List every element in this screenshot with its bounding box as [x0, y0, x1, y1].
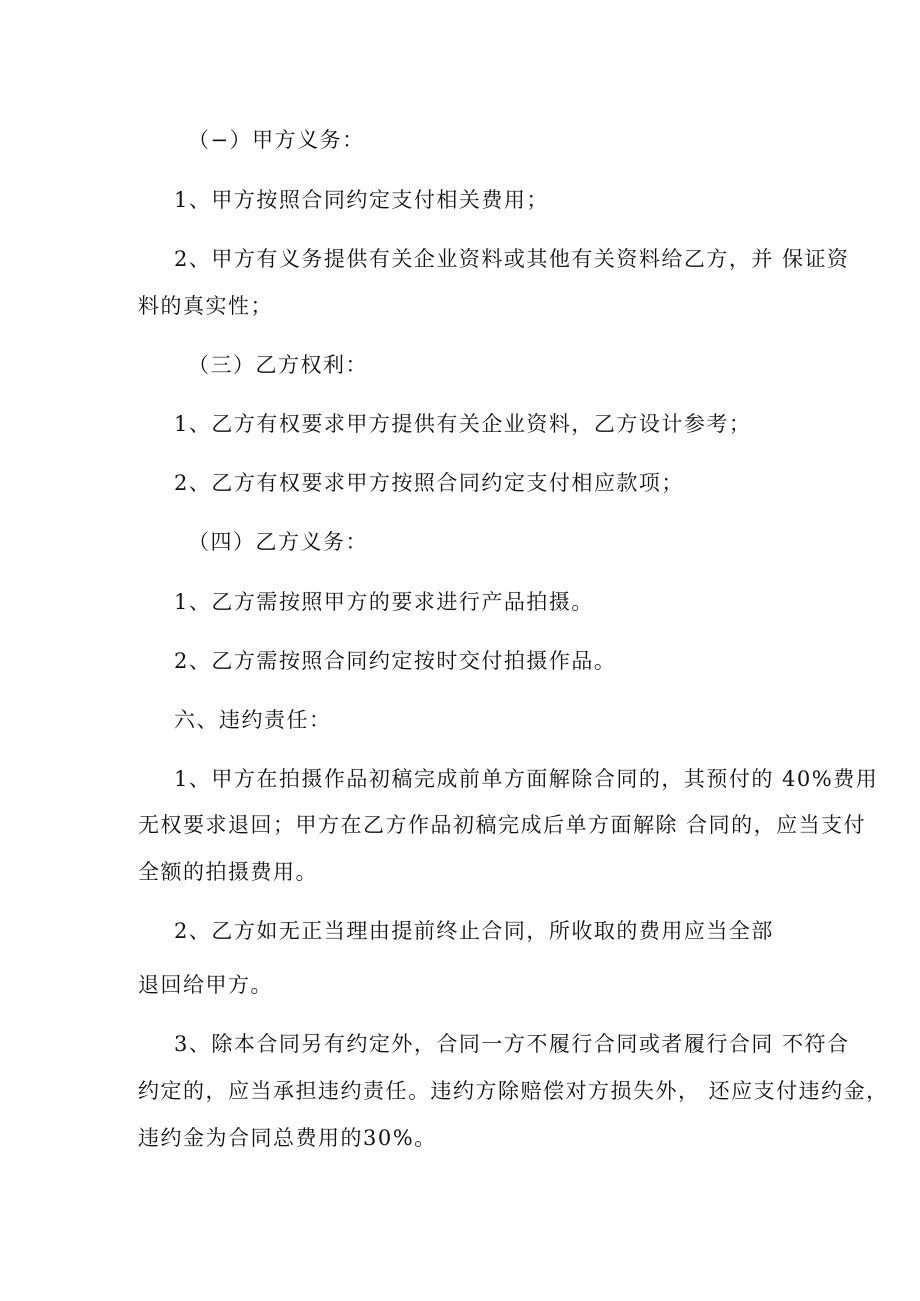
- paragraph-line: 全额的拍摄费用。: [138, 860, 318, 884]
- paragraph-line: 2、甲方有义务提供有关企业资料或其他有关资料给乙方，并 保证资: [174, 247, 850, 271]
- paragraph-line: 1、乙方有权要求甲方提供有关企业资料，乙方设计参考；: [174, 412, 752, 436]
- paragraph-line: 退回给甲方。: [138, 973, 273, 997]
- paragraph-line: 2、乙方有权要求甲方按照合同约定支付相应款项；: [174, 471, 684, 495]
- paragraph-line: 违约金为合同总费用的30%。: [138, 1126, 437, 1150]
- paragraph-line: 1、乙方需按照甲方的要求进行产品拍摄。: [174, 590, 594, 614]
- section-heading-party-b-rights: （三）乙方权利：: [188, 353, 368, 377]
- paragraph-line: 2、乙方需按照合同约定按时交付拍摄作品。: [174, 649, 617, 673]
- paragraph-line: 1、甲方在拍摄作品初稿完成前单方面解除合同的，其预付的 40%费用: [174, 767, 879, 791]
- paragraph-line: 约定的，应当承担违约责任。违约方除赔偿对方损失外， 还应支付违约金，: [138, 1079, 889, 1103]
- paragraph-line: 3、除本合同另有约定外，合同一方不履行合同或者履行合同 不符合: [174, 1032, 850, 1056]
- section-heading-party-b-obligations: （四）乙方义务：: [188, 530, 368, 554]
- paragraph-line: 1、甲方按照合同约定支付相关费用；: [174, 188, 549, 212]
- section-heading-breach-liability: 六、违约责任：: [174, 708, 332, 732]
- paragraph-line: 2、乙方如无正当理由提前终止合同，所收取的费用应当全部: [174, 919, 774, 943]
- section-heading-party-a-obligations: （−）甲方义务：: [188, 128, 365, 152]
- paragraph-line: 无权要求退回；甲方在乙方作品初稿完成后单方面解除 合同的，应当支付: [138, 813, 867, 837]
- paragraph-line: 料的真实性；: [138, 294, 273, 318]
